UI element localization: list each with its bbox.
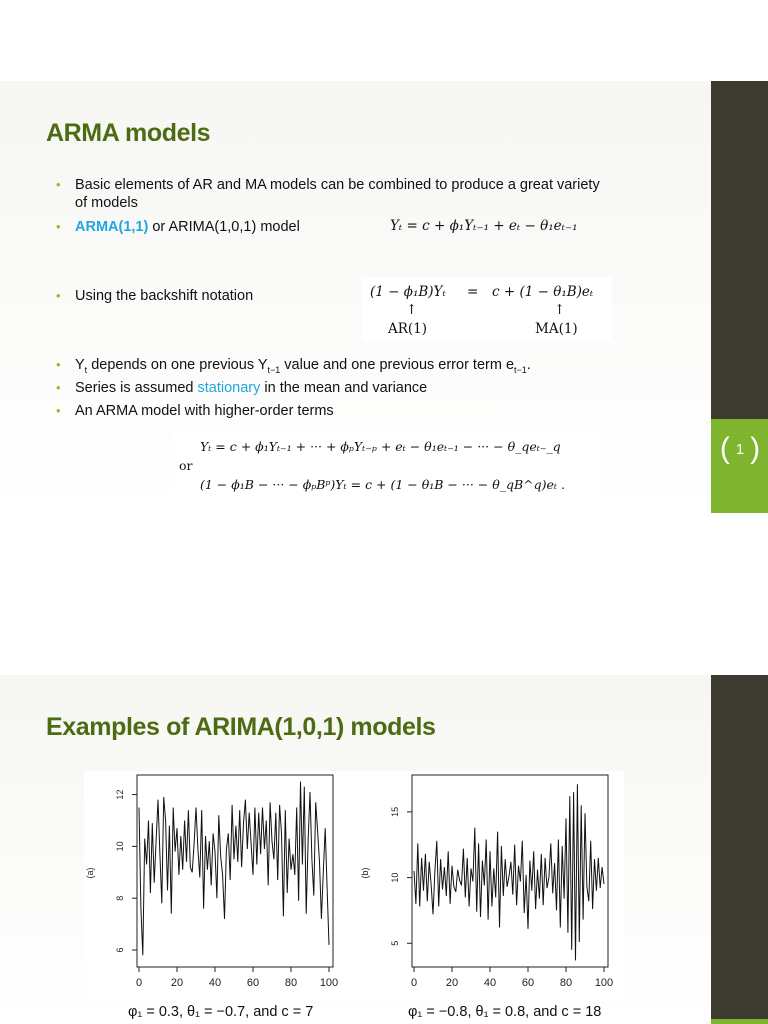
x-tick-label: 40	[483, 977, 497, 989]
bracket-right-icon: )	[750, 432, 761, 465]
x-tick-label: 80	[559, 977, 573, 989]
x-tick-label: 40	[208, 977, 222, 989]
bullet-text-continued: of models	[75, 195, 138, 211]
bullet-text: Series is assumed	[75, 380, 198, 396]
y-axis-label: (b)	[360, 867, 370, 879]
bullet-dot-icon: •	[56, 288, 61, 303]
x-tick-label: 100	[594, 977, 614, 989]
y-tick-label: 12	[115, 789, 125, 800]
bullet-text: or ARIMA(1,0,1) model	[148, 219, 300, 235]
x-tick-label: 100	[319, 977, 339, 989]
slide-title: Examples of ARIMA(1,0,1) models	[46, 713, 436, 741]
caption-b: φ₁ = −0.8, θ₁ = 0.8, and c = 18	[408, 1004, 602, 1020]
slide-1	[0, 81, 768, 513]
bullet-text: value and one previous error term e	[280, 357, 515, 373]
series-line	[414, 784, 604, 960]
bullet-dot-icon: •	[56, 357, 61, 372]
bullet-text: Using the backshift notation	[75, 288, 254, 304]
x-tick-label: 60	[246, 977, 260, 989]
bullet-text: Y	[75, 357, 85, 373]
slide-2	[0, 675, 768, 1024]
bracket-left-icon: (	[719, 432, 730, 465]
label-ma1: MA(1)	[535, 321, 578, 337]
equation-or: or	[179, 458, 193, 473]
bullet-text: .	[526, 357, 531, 373]
page-number-tab	[711, 1019, 768, 1024]
series-line	[139, 782, 329, 956]
stationary-highlight: stationary	[197, 380, 261, 396]
y-tick-label: 8	[115, 895, 126, 901]
x-tick-label: 20	[445, 977, 459, 989]
subscript: t−1	[514, 364, 527, 375]
bullet-text: depends on one previous Y	[87, 357, 268, 373]
page-number-badge	[716, 430, 764, 468]
x-tick-label: 0	[410, 977, 418, 989]
caption-a: φ₁ = 0.3, θ₁ = −0.7, and c = 7	[128, 1004, 314, 1020]
page-number: 1	[735, 440, 745, 458]
y-tick-label: 5	[390, 940, 400, 946]
x-tick-label: 80	[284, 977, 298, 989]
equation-arma11: Yₜ = c + ϕ₁Yₜ₋₁ + eₜ − θ₁eₜ₋₁	[390, 218, 578, 234]
bullet-text: in the mean and variance	[260, 380, 428, 396]
label-ar1: AR(1)	[388, 321, 428, 337]
x-tick-label: 0	[135, 977, 143, 989]
equation-higher-order-2: (1 − ϕ₁B − ··· − ϕₚBᵖ)Yₜ = c + (1 − θ₁B − ··· − θ_qB^q)eₜ .	[200, 477, 565, 492]
equation-backshift-left: (1 − ϕ₁B)Yₜ	[370, 284, 446, 300]
y-tick-label: 6	[115, 947, 125, 953]
bullet-dot-icon: •	[56, 403, 61, 418]
arrow-up-icon: ↑	[554, 302, 566, 318]
equation-backshift-equals: =	[467, 284, 479, 300]
bullet-dot-icon: •	[56, 177, 61, 192]
bullet-text: Basic elements of AR and MA models can be combined to produce a great variety	[75, 177, 600, 193]
subscript: t	[84, 364, 88, 375]
bullet-dot-icon: •	[56, 219, 61, 234]
y-axis-label: (a)	[85, 867, 95, 879]
bullet-text: An ARMA model with higher-order terms	[75, 403, 334, 419]
bullet-dot-icon: •	[56, 380, 61, 395]
y-tick-label: 15	[390, 806, 400, 817]
arrow-up-icon: ↑	[406, 302, 418, 318]
x-tick-label: 20	[170, 977, 184, 989]
slide-sidebar	[711, 675, 768, 1024]
x-tick-label: 60	[521, 977, 535, 989]
slide-title: ARMA models	[46, 119, 211, 147]
chart-b	[355, 771, 620, 1001]
chart-a	[80, 771, 345, 1001]
y-tick-label: 10	[390, 872, 400, 883]
equation-backshift-right: c + (1 − θ₁B)eₜ	[492, 284, 594, 300]
y-tick-label: 10	[115, 841, 125, 852]
arma11-highlight: ARMA(1,1)	[75, 219, 149, 235]
equation-higher-order-1: Yₜ = c + ϕ₁Yₜ₋₁ + ··· + ϕₚYₜ₋ₚ + eₜ − θ₁eₜ₋₁ − ··· − θ_qeₜ₋_q	[200, 439, 561, 454]
subscript: t−1	[267, 364, 281, 375]
